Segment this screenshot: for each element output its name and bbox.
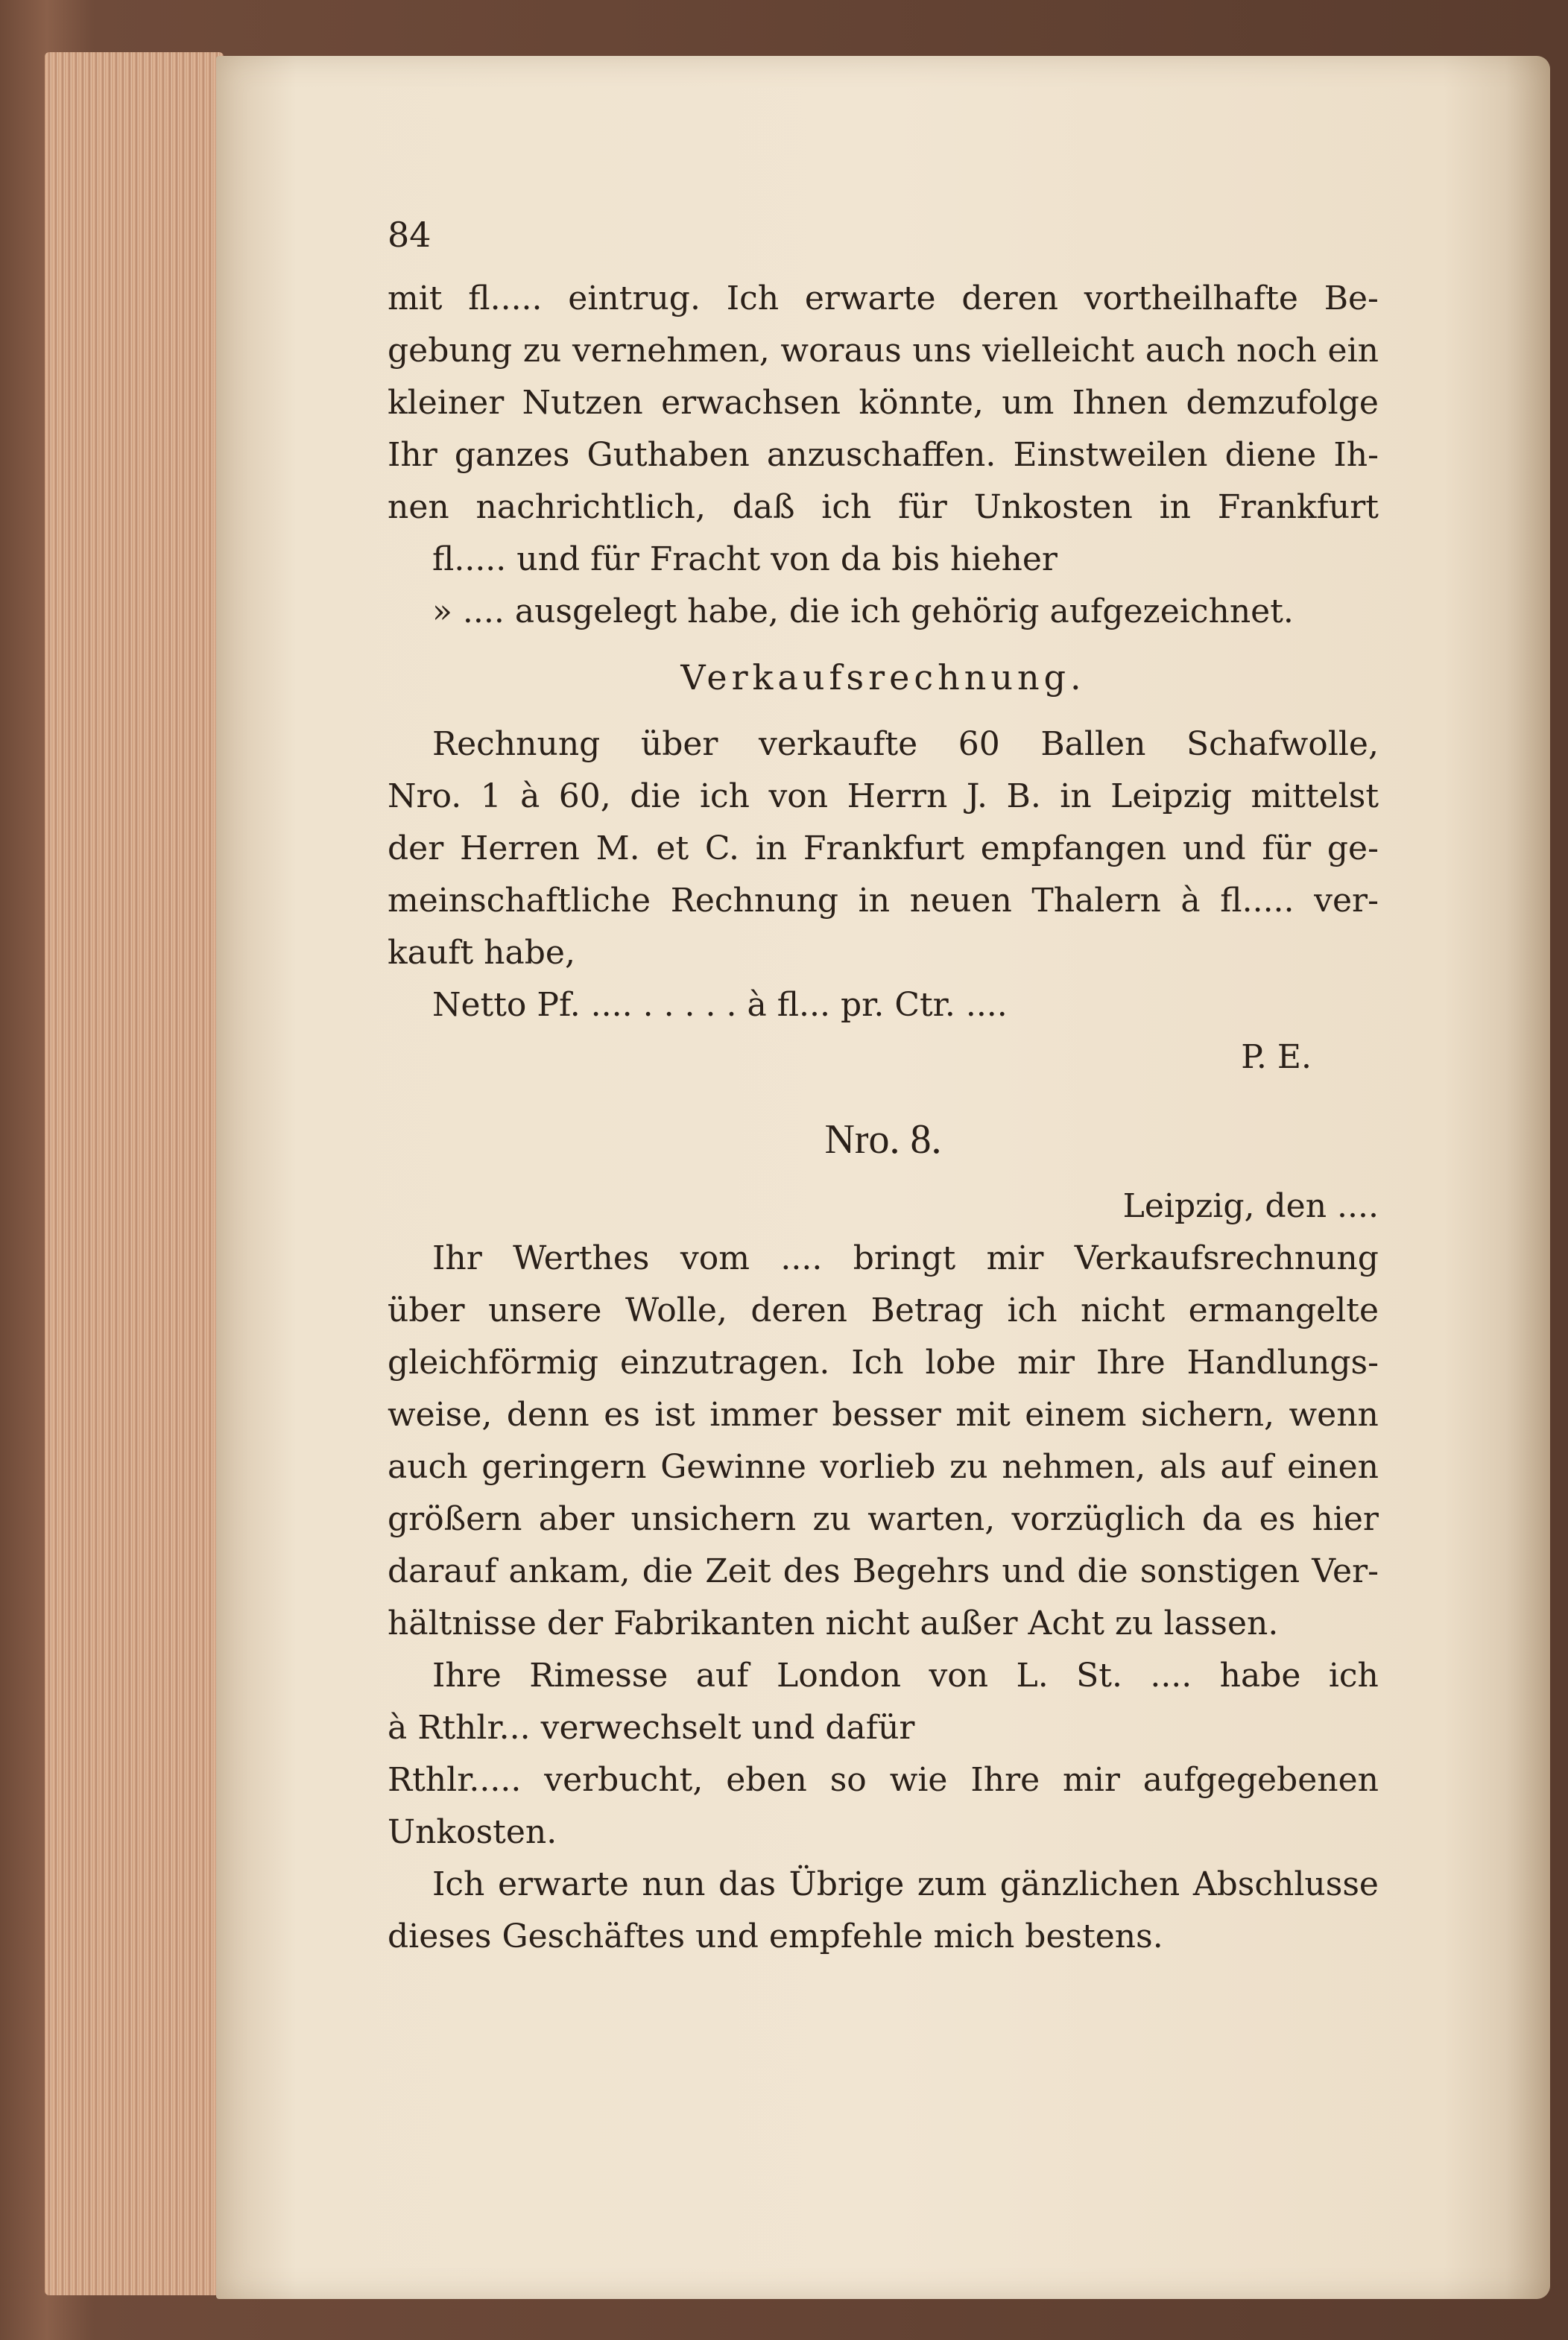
word: für — [898, 488, 947, 526]
word: Gewinne — [660, 1448, 806, 1486]
word: et — [656, 829, 689, 867]
word: Leipzig — [1110, 777, 1233, 815]
word: Handlungs- — [1186, 1344, 1379, 1382]
letter-heading-nro-8: Nro. 8. — [824, 1116, 942, 1163]
word: der — [388, 829, 444, 867]
word: habe — [1219, 1657, 1301, 1695]
word: größern — [388, 1500, 522, 1538]
word: könnte, — [859, 384, 984, 422]
word: wie — [889, 1761, 948, 1799]
text-line — [388, 325, 1379, 377]
word: à — [1180, 882, 1201, 920]
section-heading-verkaufsrechnung: Verkaufsrechnung. — [680, 657, 1086, 698]
word: denn — [506, 1396, 589, 1434]
word: hier — [1312, 1500, 1379, 1538]
word: daß — [732, 488, 795, 526]
word: unsere — [488, 1291, 602, 1329]
text-line — [388, 1650, 1379, 1702]
text-line: fl..... und für Fracht von da bis hieher — [432, 540, 1058, 578]
word: Betrag — [870, 1291, 984, 1329]
word: deren — [750, 1291, 847, 1329]
word: die — [1077, 1552, 1128, 1590]
word: noch — [1236, 332, 1317, 370]
word: B. — [1006, 777, 1041, 815]
word: Zeit — [705, 1552, 771, 1590]
text-line — [388, 1389, 1379, 1441]
word: sonstigen — [1139, 1552, 1300, 1590]
word: es — [604, 1396, 640, 1434]
word: lobe — [925, 1344, 996, 1382]
word: Ballen — [1040, 725, 1146, 763]
word: Be- — [1324, 279, 1379, 317]
word: vielleicht — [982, 332, 1135, 370]
word: um — [1002, 384, 1055, 422]
word: 1 — [480, 777, 502, 815]
text-line: à Rthlr... verwechselt und dafür — [388, 1709, 915, 1747]
page-text — [388, 209, 1379, 1963]
word: ermangelte — [1188, 1291, 1379, 1329]
word: nicht — [1081, 1291, 1166, 1329]
word: einen — [1287, 1448, 1379, 1486]
word: warten, — [867, 1500, 996, 1538]
text-line: kauft habe, — [388, 934, 575, 972]
word: Werthes — [513, 1239, 650, 1277]
word: auch — [1145, 332, 1226, 370]
word: es — [1259, 1500, 1296, 1538]
word: für — [1262, 829, 1312, 867]
word: St. — [1076, 1657, 1122, 1695]
word: vortheilhafte — [1084, 279, 1298, 317]
text-line: Unkosten. — [388, 1813, 557, 1851]
word: zu — [812, 1500, 851, 1538]
word: ganzes — [454, 436, 570, 474]
word: gebung — [388, 332, 513, 370]
word: erwarte — [804, 279, 936, 317]
word: mit — [955, 1396, 1011, 1434]
word: deren — [961, 279, 1058, 317]
word: unsichern — [630, 1500, 797, 1538]
word: neuen — [909, 882, 1012, 920]
word: die — [642, 1552, 694, 1590]
word: Ihre — [970, 1761, 1040, 1799]
word: fl..... — [1220, 882, 1294, 920]
word: anzuschaffen. — [766, 436, 996, 474]
word: ge- — [1327, 829, 1379, 867]
word: Ich — [851, 1344, 904, 1382]
word: woraus — [780, 332, 902, 370]
word: eintrug. — [568, 279, 701, 317]
word: Ver- — [1312, 1552, 1379, 1590]
text-line — [388, 377, 1379, 429]
word: .... — [780, 1239, 823, 1277]
text-line — [388, 1493, 1379, 1546]
text-line — [388, 1754, 1379, 1806]
text-line — [388, 1441, 1379, 1493]
paragraph-5 — [388, 1859, 1379, 1911]
word: Rechnung — [670, 882, 839, 920]
word: vernehmen, — [572, 332, 770, 370]
place-date: Leipzig, den .... — [1122, 1187, 1379, 1225]
word: M. — [595, 829, 640, 867]
word: kleiner — [388, 384, 505, 422]
word: uns — [912, 332, 972, 370]
word: .... — [1150, 1657, 1192, 1695]
text-line — [388, 1233, 1379, 1285]
word: von — [768, 777, 829, 815]
word: die — [630, 777, 681, 815]
word: C. — [704, 829, 739, 867]
word: aber — [538, 1500, 615, 1538]
word: immer — [709, 1396, 818, 1434]
word: und — [1182, 829, 1246, 867]
word: Wolle, — [625, 1291, 727, 1329]
word: nun — [642, 1865, 706, 1903]
word: ver- — [1314, 882, 1379, 920]
text-line — [388, 1859, 1379, 1911]
word: Ih- — [1333, 436, 1379, 474]
word: als — [1159, 1448, 1207, 1486]
word: ich — [1007, 1291, 1058, 1329]
text-line — [388, 875, 1379, 927]
word: das — [718, 1865, 777, 1903]
word: von — [929, 1657, 989, 1695]
word: Schafwolle, — [1186, 725, 1379, 763]
word: bringt — [853, 1239, 956, 1277]
netto-line: Netto Pf. .... . . . . . à fl... pr. Ctr. .... — [432, 986, 1008, 1024]
word: Ihre — [432, 1657, 502, 1695]
word: 60, — [558, 777, 611, 815]
word: J. — [966, 777, 988, 815]
word: meinschaftliche — [388, 882, 651, 920]
word: fl..... — [468, 279, 543, 317]
text-line — [388, 1546, 1379, 1598]
word: Frankfurt — [1217, 488, 1379, 526]
word: über — [388, 1291, 465, 1329]
word: Herrn — [847, 777, 948, 815]
word: weise, — [388, 1396, 493, 1434]
word: demzufolge — [1186, 384, 1379, 422]
word: auf — [1220, 1448, 1274, 1486]
word: Nro. — [388, 777, 462, 815]
word: 60 — [958, 725, 1000, 763]
word: Übrige — [788, 1865, 905, 1903]
word: zum — [917, 1865, 987, 1903]
text-line — [388, 273, 1379, 325]
word: ein — [1327, 332, 1379, 370]
text-line — [388, 823, 1379, 875]
word: Thalern — [1031, 882, 1161, 920]
word: in — [858, 882, 891, 920]
word: Ihr — [432, 1239, 482, 1277]
word: verkaufte — [759, 725, 918, 763]
page-edges — [45, 52, 224, 2295]
word: mittelst — [1251, 777, 1379, 815]
word: darauf — [388, 1552, 497, 1590]
paragraph-4 — [388, 1650, 1379, 1702]
page-gutter-shadow — [1505, 56, 1550, 2299]
word: nehmen, — [1002, 1448, 1146, 1486]
text-line — [388, 718, 1379, 771]
word: einem — [1025, 1396, 1127, 1434]
word: gleichförmig — [388, 1344, 599, 1382]
paragraph-2 — [388, 718, 1379, 927]
word: Ihnen — [1072, 384, 1169, 422]
word: eben — [726, 1761, 807, 1799]
paragraph-3 — [388, 1233, 1379, 1598]
text-line — [388, 1285, 1379, 1337]
word: Frankfurt — [803, 829, 965, 867]
word: des — [783, 1552, 841, 1590]
word: verbucht, — [544, 1761, 704, 1799]
word: L. — [1016, 1657, 1049, 1695]
word: Unkosten — [973, 488, 1133, 526]
word: auch — [388, 1448, 468, 1486]
word: mir — [986, 1239, 1044, 1277]
word: auf — [695, 1657, 749, 1695]
word: ankam, — [508, 1552, 630, 1590]
word: aufgegebenen — [1142, 1761, 1379, 1799]
word: mir — [1017, 1344, 1075, 1382]
paragraph-1 — [388, 273, 1379, 534]
word: gänzlichen — [999, 1865, 1180, 1903]
word: ich — [821, 488, 872, 526]
word: empfangen — [980, 829, 1167, 867]
word: Ich — [726, 279, 780, 317]
word: zu — [522, 332, 562, 370]
word: ich — [699, 777, 750, 815]
word: wenn — [1289, 1396, 1379, 1434]
text-line — [388, 771, 1379, 823]
word: da — [1201, 1500, 1243, 1538]
text-line: dieses Geschäftes und empfehle mich bestens. — [388, 1917, 1163, 1955]
word: in — [1159, 488, 1191, 526]
word: ist — [654, 1396, 695, 1434]
word: geringern — [481, 1448, 647, 1486]
word: à — [520, 777, 540, 815]
word: über — [640, 725, 718, 763]
word: nen — [388, 488, 449, 526]
signature: P. E. — [1241, 1038, 1312, 1076]
word: Begehrs — [852, 1552, 990, 1590]
word: erwarte — [498, 1865, 629, 1903]
word: Herren — [460, 829, 580, 867]
word: Ihre — [1096, 1344, 1166, 1382]
word: vorzüglich — [1011, 1500, 1186, 1538]
word: diene — [1224, 436, 1317, 474]
word: mit — [388, 279, 443, 317]
word: Nutzen — [522, 384, 643, 422]
word: Guthaben — [587, 436, 750, 474]
word: sichern, — [1140, 1396, 1275, 1434]
word: Rimesse — [529, 1657, 668, 1695]
text-line — [388, 429, 1379, 481]
word: zu — [949, 1448, 988, 1486]
word: vom — [680, 1239, 750, 1277]
word: Ihr — [388, 436, 437, 474]
word: so — [829, 1761, 867, 1799]
word: mir — [1063, 1761, 1120, 1799]
word: erwachsen — [661, 384, 841, 422]
word: in — [1060, 777, 1092, 815]
page-number: 84 — [388, 215, 431, 255]
word: Einstweilen — [1013, 436, 1208, 474]
word: Ich — [432, 1865, 485, 1903]
word: Rechnung — [432, 725, 601, 763]
word: einzutragen. — [619, 1344, 830, 1382]
word: ich — [1328, 1657, 1379, 1695]
text-line — [388, 481, 1379, 534]
text-line: hältnisse der Fabrikanten nicht außer Acht zu lassen. — [388, 1604, 1279, 1642]
text-line — [388, 1337, 1379, 1389]
word: nachrichtlich, — [475, 488, 706, 526]
word: und — [1002, 1552, 1066, 1590]
word: Rthlr..... — [388, 1761, 522, 1799]
word: London — [777, 1657, 902, 1695]
word: Abschlusse — [1192, 1865, 1379, 1903]
word: besser — [832, 1396, 941, 1434]
word: Verkaufsrechnung — [1074, 1239, 1379, 1277]
paragraph-4b — [388, 1754, 1379, 1806]
text-line: » .... ausgelegt habe, die ich gehörig aufgezeichnet. — [432, 592, 1294, 630]
word: vorlieb — [820, 1448, 936, 1486]
word: in — [755, 829, 788, 867]
